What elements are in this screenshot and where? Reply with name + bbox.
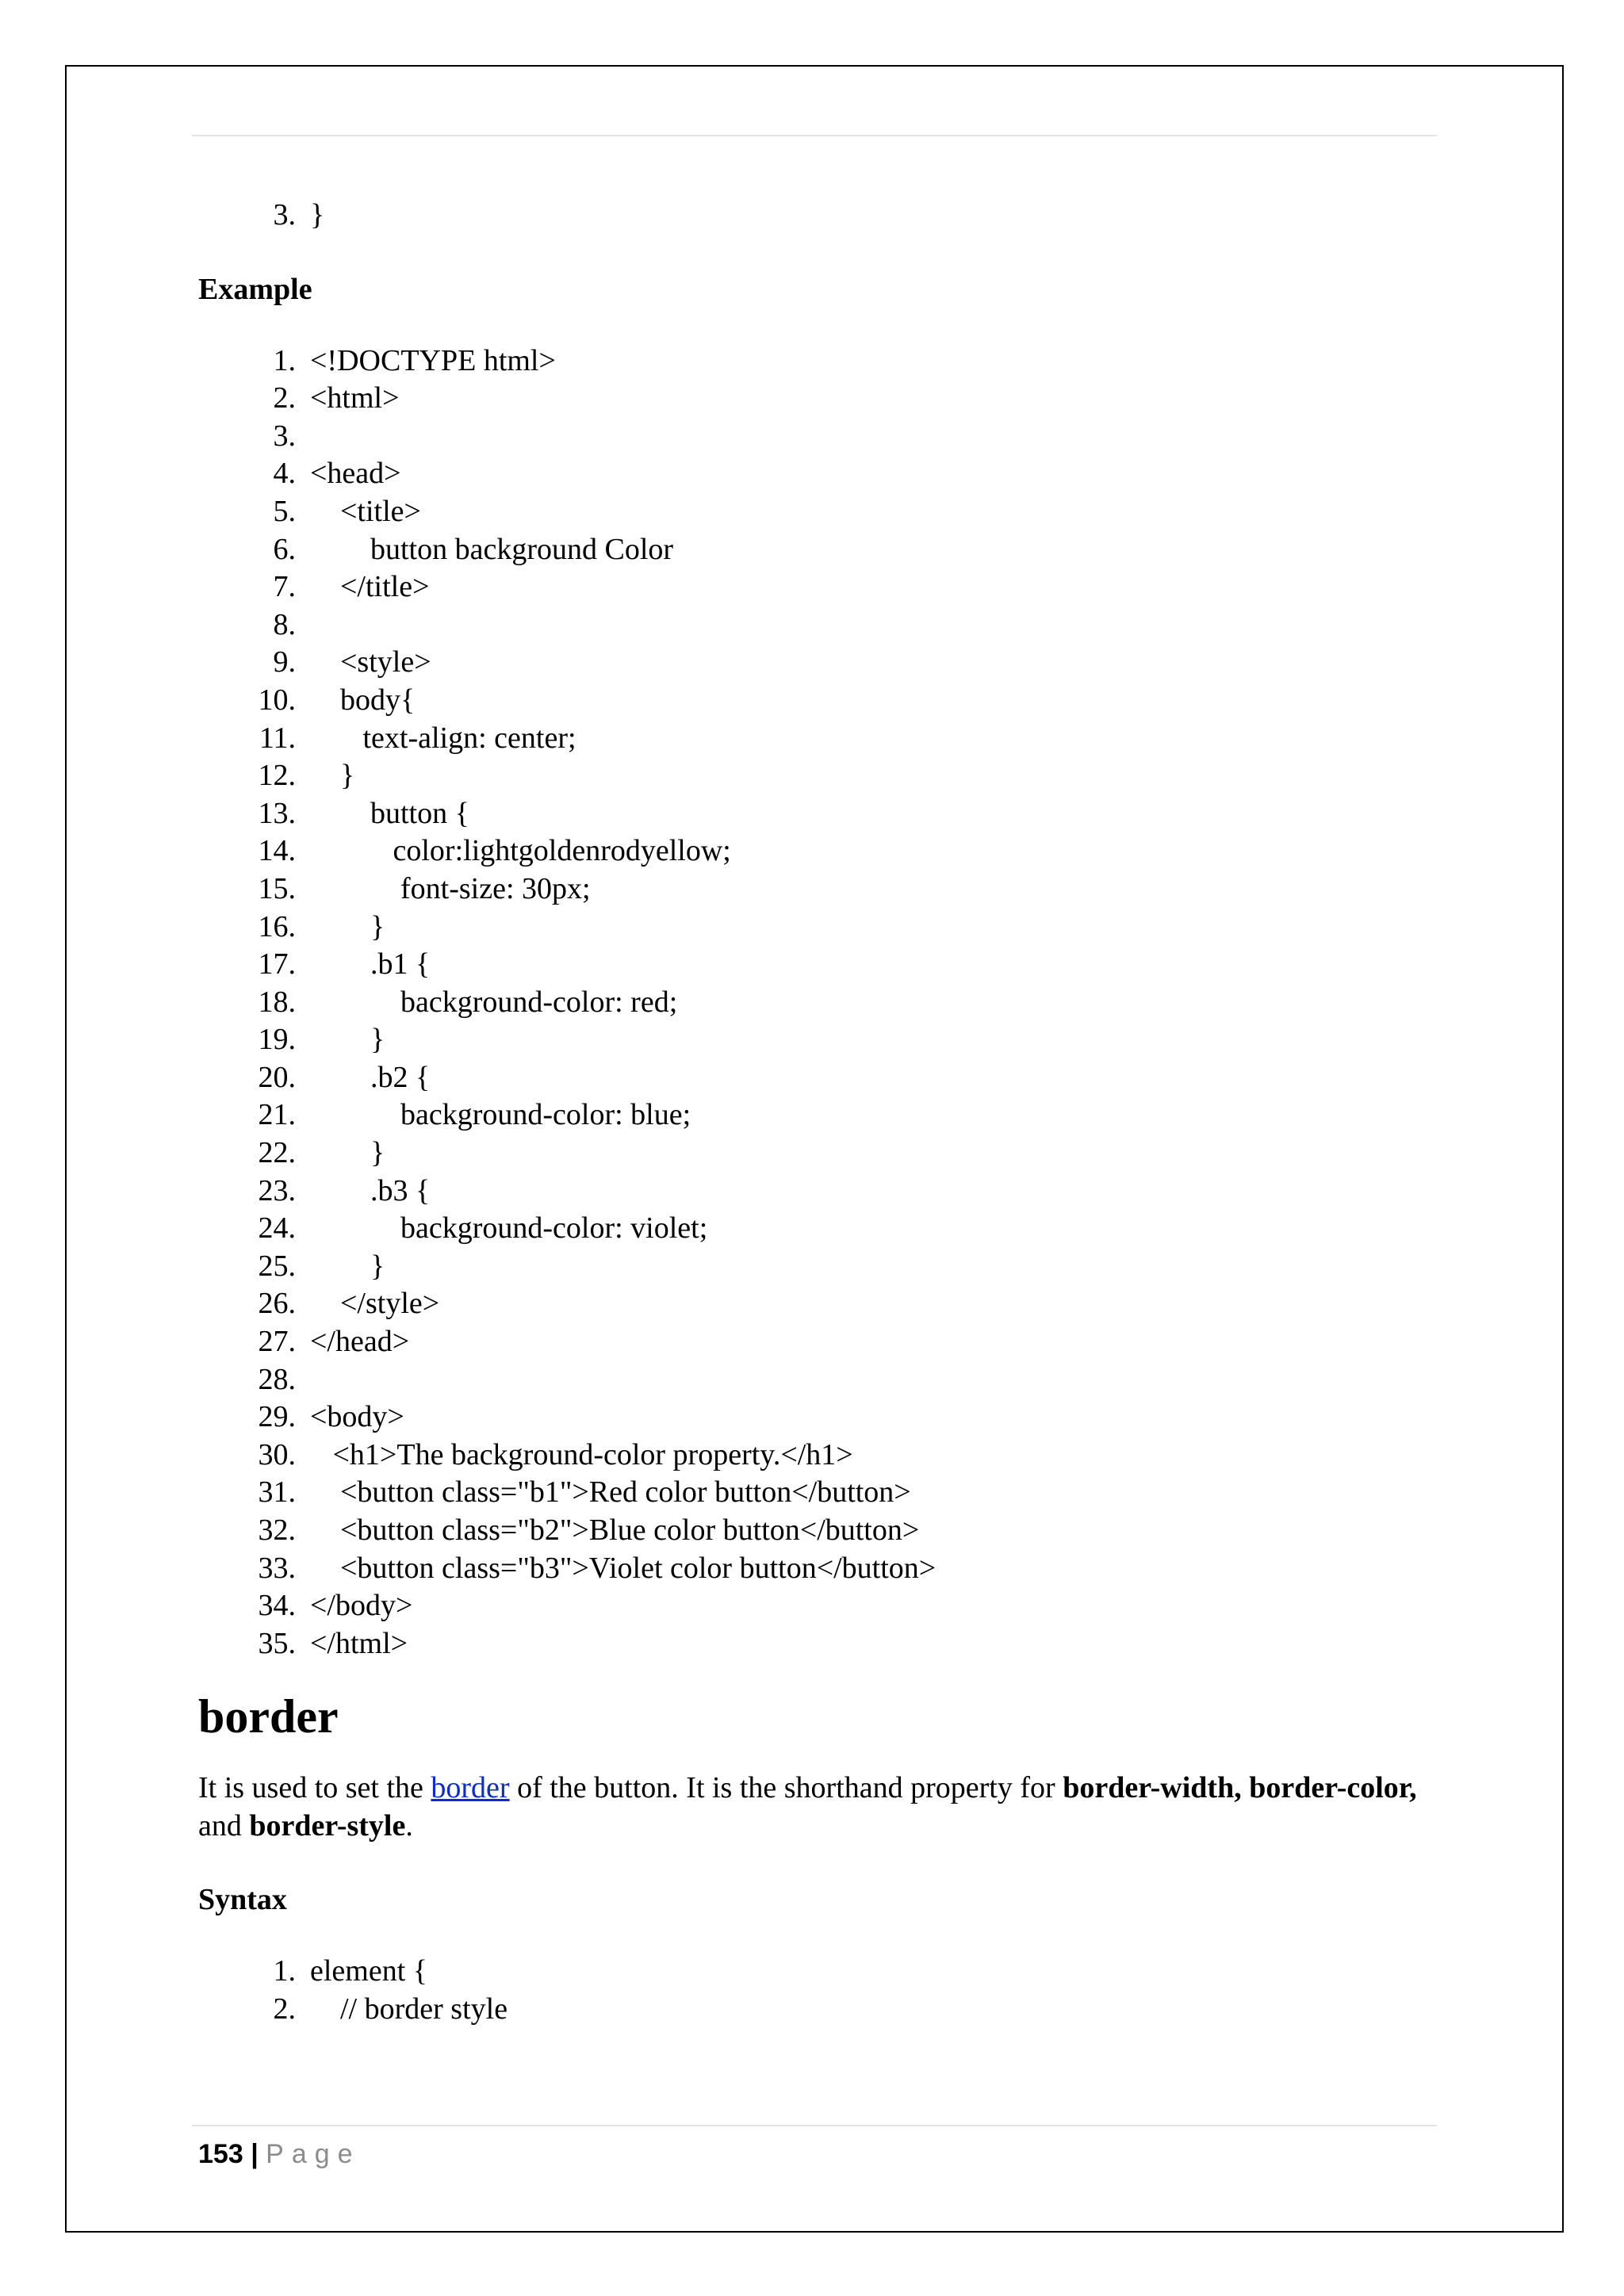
code-line: [198, 1437, 1435, 1475]
line-number: 4.: [273, 457, 296, 491]
code-text: <button class="b3">Violet color button</button>: [310, 1551, 936, 1585]
code-line: [198, 871, 1435, 909]
code-text: </html>: [310, 1626, 408, 1660]
code-line: [198, 418, 1435, 456]
paragraph-text: of the button. It is the shorthand property for: [509, 1771, 1063, 1805]
line-number: 27.: [258, 1325, 296, 1359]
code-text: <html>: [310, 381, 400, 415]
line-number: 35.: [258, 1626, 296, 1660]
line-number: 18.: [258, 985, 296, 1019]
paragraph-text: [1242, 1771, 1250, 1804]
line-number: 28.: [258, 1362, 296, 1396]
line-number: 10.: [258, 683, 296, 717]
code-line: [198, 1991, 1435, 2029]
code-text: background-color: blue;: [310, 1098, 691, 1132]
line-number: 3.: [273, 198, 296, 232]
line-number: 5.: [273, 494, 296, 528]
code-text: }: [310, 759, 355, 793]
code-text: body{: [310, 683, 416, 717]
line-number: 24.: [258, 1211, 296, 1246]
page-number: 153: [198, 2139, 243, 2169]
code-line: [198, 455, 1435, 493]
line-number: 16.: [258, 909, 296, 943]
code-line: [198, 1512, 1435, 1550]
line-number: 19.: [258, 1023, 296, 1057]
code-line: [198, 1550, 1435, 1588]
line-number: 21.: [258, 1098, 296, 1132]
line-number: 11.: [259, 721, 296, 755]
line-number: 25.: [258, 1249, 296, 1283]
code-line: [198, 795, 1435, 833]
code-line: [198, 342, 1435, 381]
line-number: 8.: [273, 607, 296, 641]
bold-term: border-style: [249, 1809, 406, 1843]
code-line: [198, 1285, 1435, 1323]
syntax-code-list: [198, 1953, 1435, 2028]
code-text: <body>: [310, 1400, 404, 1434]
code-text: .b2 {: [310, 1060, 431, 1094]
header-rule: [192, 135, 1437, 136]
code-line: [198, 1625, 1435, 1663]
code-text: text-align: center;: [310, 721, 576, 755]
code-text: <!DOCTYPE html>: [310, 343, 556, 377]
code-text: }: [310, 1023, 385, 1057]
code-text: color:lightgoldenrodyellow;: [310, 834, 731, 868]
line-number: 20.: [258, 1060, 296, 1094]
line-number: 31.: [258, 1475, 296, 1510]
code-line: [198, 197, 1435, 235]
code-text: }: [310, 198, 325, 232]
code-line: [198, 380, 1435, 418]
code-line: [198, 1059, 1435, 1097]
code-line: [198, 568, 1435, 607]
line-number: 13.: [258, 796, 296, 830]
line-number: 14.: [258, 834, 296, 868]
code-line: [198, 1399, 1435, 1437]
code-line: [198, 682, 1435, 720]
code-line: [198, 1135, 1435, 1173]
code-text: }: [310, 1249, 385, 1283]
code-text: button background Color: [310, 532, 674, 566]
line-number: 23.: [258, 1173, 296, 1207]
code-line: [198, 644, 1435, 682]
code-line: [198, 984, 1435, 1022]
code-text: .b1 {: [310, 947, 431, 982]
border-link[interactable]: border: [431, 1771, 510, 1805]
line-number: 7.: [273, 570, 296, 604]
line-number: 2.: [273, 381, 296, 415]
line-number: 17.: [258, 947, 296, 982]
code-text: element {: [310, 1954, 428, 1988]
code-text: }: [310, 1136, 385, 1170]
line-number: 1.: [273, 1954, 296, 1988]
bold-term: border-width,: [1063, 1771, 1242, 1805]
code-text: </title>: [310, 570, 430, 604]
code-text: <title>: [310, 494, 421, 528]
page-footer: [198, 2138, 361, 2170]
code-text: </head>: [310, 1325, 410, 1359]
line-number: 9.: [273, 645, 296, 679]
code-line: [198, 1587, 1435, 1625]
line-number: 2.: [273, 1992, 296, 2026]
code-text: <style>: [310, 645, 431, 679]
code-line: [198, 1248, 1435, 1286]
footer-rule: [192, 2125, 1437, 2126]
code-line: [198, 1096, 1435, 1135]
code-line: [198, 531, 1435, 569]
code-line: [198, 1173, 1435, 1211]
line-number: 12.: [258, 759, 296, 793]
line-number: 34.: [258, 1589, 296, 1623]
paragraph-text: It is used to set the: [198, 1771, 431, 1805]
syntax-heading: Syntax: [198, 1883, 287, 1917]
border-description: [198, 1769, 1435, 1845]
line-number: 30.: [258, 1437, 296, 1471]
code-line: [198, 832, 1435, 871]
line-number: 33.: [258, 1551, 296, 1585]
code-text: </style>: [310, 1287, 440, 1321]
code-text: background-color: red;: [310, 985, 678, 1019]
footer-separator: |: [251, 2139, 259, 2169]
line-number: 6.: [273, 532, 296, 566]
code-text: }: [310, 909, 385, 943]
section-title-border: border: [198, 1690, 339, 1743]
code-text: </body>: [310, 1589, 413, 1623]
code-text: .b3 {: [310, 1173, 431, 1207]
line-number: 3.: [273, 419, 296, 453]
code-text: button {: [310, 796, 469, 830]
continued-code-list: [198, 197, 1435, 235]
code-line: [198, 1210, 1435, 1248]
line-number: 32.: [258, 1513, 296, 1547]
code-text: <button class="b1">Red color button</button>: [310, 1475, 911, 1510]
page-content: [198, 190, 1435, 2029]
code-line: [198, 1323, 1435, 1361]
paragraph-text: and: [198, 1809, 250, 1843]
code-line: [198, 607, 1435, 645]
line-number: 15.: [258, 871, 296, 905]
line-number: 29.: [258, 1400, 296, 1434]
line-number: 1.: [273, 343, 296, 377]
code-text: <head>: [310, 457, 401, 491]
line-number: 22.: [258, 1136, 296, 1170]
code-line: [198, 1361, 1435, 1399]
code-line: [198, 909, 1435, 947]
code-text: background-color: violet;: [310, 1211, 708, 1246]
code-line: [198, 493, 1435, 531]
code-line: [198, 1953, 1435, 1991]
code-text: // border style: [310, 1992, 508, 2026]
bold-term: border-color,: [1249, 1771, 1417, 1805]
paragraph-text: .: [405, 1809, 413, 1843]
example-heading: Example: [198, 272, 312, 306]
code-line: [198, 1021, 1435, 1059]
code-text: <h1>The background-color property.</h1>: [310, 1437, 853, 1471]
code-text: font-size: 30px;: [310, 871, 591, 905]
line-number: 26.: [258, 1287, 296, 1321]
code-line: [198, 720, 1435, 758]
code-line: [198, 946, 1435, 984]
example-code-list: [198, 342, 1435, 1663]
code-line: [198, 757, 1435, 795]
code-text: <button class="b2">Blue color button</button>: [310, 1513, 920, 1547]
code-line: [198, 1474, 1435, 1512]
page-label: Page: [266, 2139, 361, 2169]
